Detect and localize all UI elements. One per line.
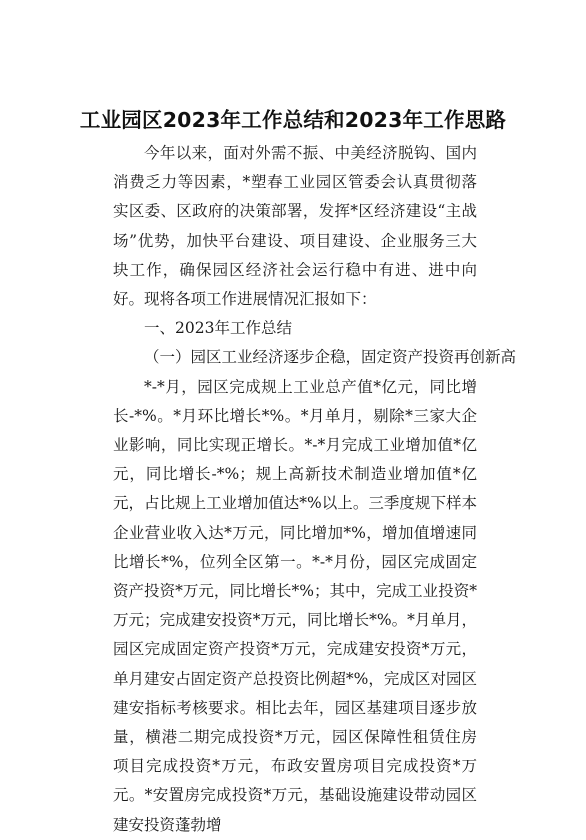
document-body: [113, 139, 517, 840]
section-heading: 一、2023年工作总结: [144, 319, 292, 338]
intro-paragraph: 今年以来，面对外需不振、中美经济脱钩、国内消费乏力等因素，*塑春工业园区管委会认真贯彻落实区委、区政府的决策部署，发挥*区经济建设“主战场”优势，加快平台建设、项目建设、企业服务三大块工作，确保园区经济社会运行稳中有进、进中向好。现将各项工作进展情况汇报如下：: [113, 144, 477, 309]
document-title: 工业园区2023年工作总结和2023年工作思路: [79, 108, 507, 132]
body-paragraph: *-*月，园区完成规上工业总产值*亿元，同比增长-*%。*月环比增长*%。*月单月，剔除*三家大企业影响，同比实现正增长。*-*月完成工业增加值*亿元，同比增长-*%；规上高新技术制造业增加值*亿元，占比规上工业增加值达*%以上。三季度规下样本企业营业收入达*万元，同比增加*%，增加值增速同比增长*%，位列全区第一。*-*月份，园区完成固定资产投资*万元，同比增长*%；其中，完成工业投资*万元；完成建安投资*万元，同比增长*%。*月单月，园区完成固定资产投资*万元，完成建安投资*万元，单月建安占固定资产总投资比例超*%，完成区对园区建安指标考核要求。相比去年，园区基建项目逐步放量，横港二期完成投资*万元，园区保障性租赁住房项目完成投资*万元，布政安置房项目完成投资*万元。*安置房完成投资*万元，基础设施建设带动园区建安投资蓬勃增: [113, 377, 477, 834]
subsection-heading: （一）园区工业经济逐步企稳，固定资产投资再创新高: [144, 348, 517, 367]
